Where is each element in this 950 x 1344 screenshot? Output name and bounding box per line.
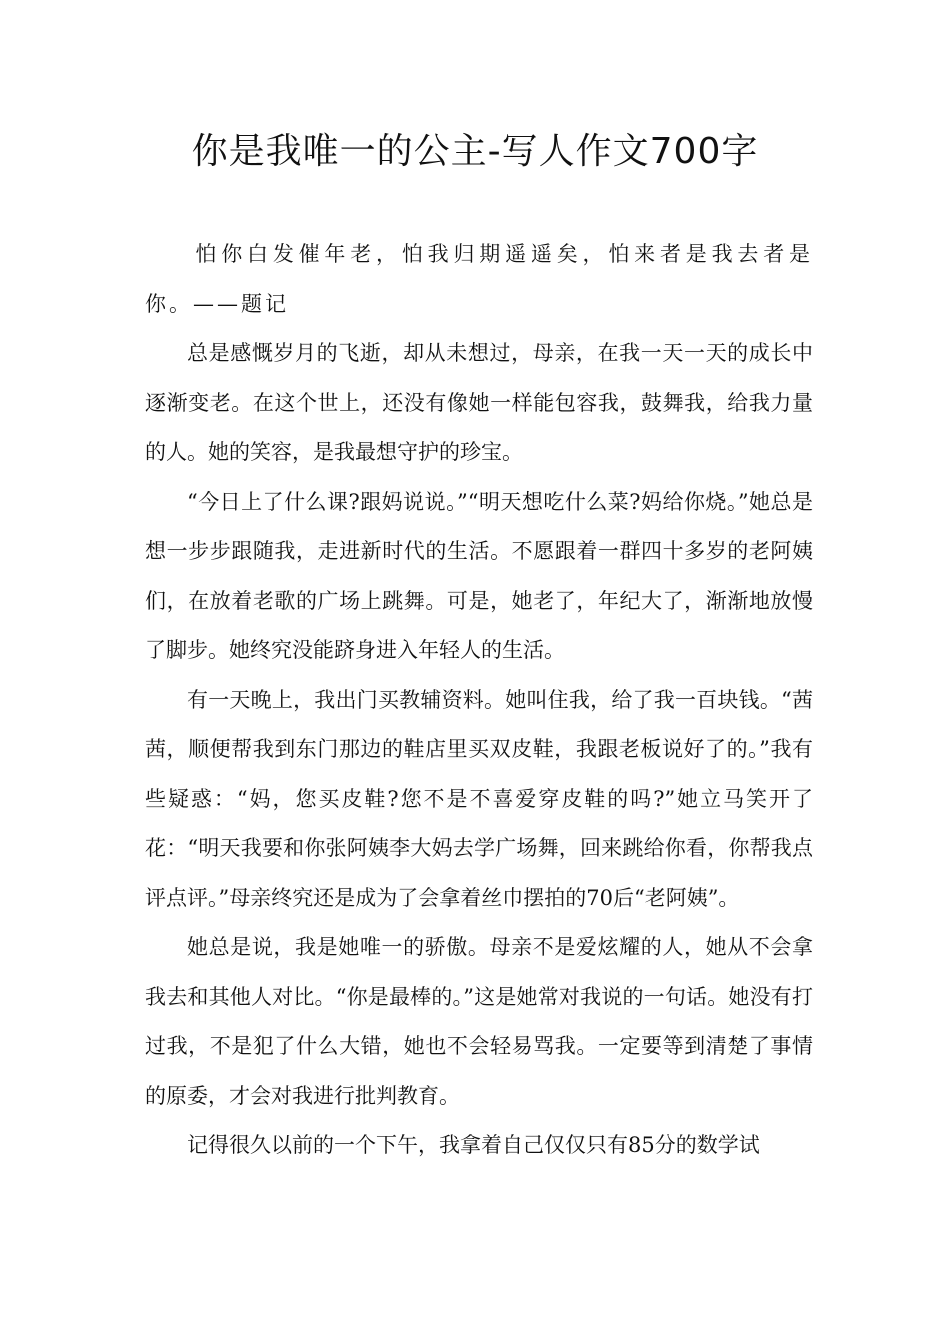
body-paragraph: 记得很久以前的一个下午，我拿着自己仅仅只有85分的数学试	[187, 1133, 760, 1157]
document-title: 你是我唯一的公主-写人作文700字	[191, 131, 759, 172]
body-paragraph: 她总是说，我是她唯一的骄傲。母亲不是爱炫耀的人，她从不会拿我去和其他人对比。“你是最棒的。”这是她常对我说的一句话。她没有打过我，不是犯了什么大错，她也不会轻易骂我。一定要等到清楚了事情的原委，才会对我进行批判教育。	[145, 935, 813, 1108]
body-paragraph: 总是感慨岁月的飞逝，却从未想过，母亲，在我一天一天的成长中逐渐变老。在这个世上，还没有像她一样能包容我，鼓舞我，给我力量的人。她的笑容，是我最想守护的珍宝。	[145, 341, 813, 464]
epigraph-paragraph: 怕你白发催年老，怕我归期遥遥矣，怕来者是我去者是你。——题记	[145, 242, 813, 316]
document-body	[145, 230, 813, 1171]
body-paragraph: 有一天晚上，我出门买教辅资料。她叫住我，给了我一百块钱。“茜茜，顺便帮我到东门那边的鞋店里买双皮鞋，我跟老板说好了的。”我有些疑惑：“妈，您买皮鞋?您不是不喜爱穿皮鞋的吗?”她立马笑开了花：“明天我要和你张阿姨李大妈去学广场舞，回来跳给你看，你帮我点评点评。”母亲终究还是成为了会拿着丝巾摆拍的70后“老阿姨”。	[145, 687, 813, 910]
body-paragraph: “今日上了什么课?跟妈说说。”“明天想吃什么菜?妈给你烧。”她总是想一步步跟随我，走进新时代的生活。不愿跟着一群四十多岁的老阿姨们，在放着老歌的广场上跳舞。可是，她老了，年纪大了，渐渐地放慢了脚步。她终究没能跻身进入年轻人的生活。	[145, 489, 813, 662]
